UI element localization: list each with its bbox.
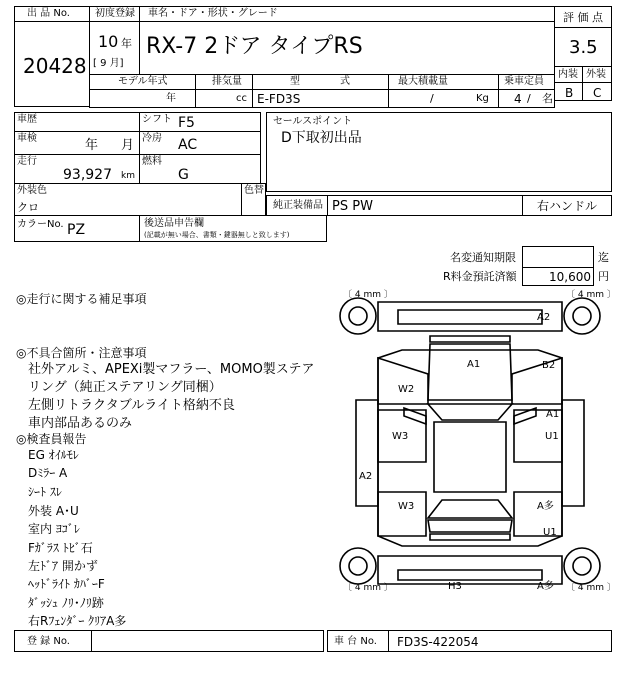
- mileage: 93,927: [63, 167, 112, 183]
- defects-line: 社外アルミ、APEXi製マフラー、MOMO製ステア: [28, 362, 315, 377]
- displacement-label: 排気量: [212, 76, 242, 87]
- inspector-line: ﾀﾞｯｼｭ ﾉﾘ･ﾉﾘ跡: [28, 596, 104, 610]
- model-year-unit: 年: [166, 93, 176, 104]
- shift: F5: [178, 115, 195, 131]
- exterior-color-label: 外装色: [17, 185, 47, 196]
- inspector-title: ◎検査員報告: [16, 432, 87, 446]
- type-label: 型 式: [290, 76, 350, 87]
- max-load-label: 最大積載量: [398, 76, 448, 87]
- cc-unit: cc: [236, 93, 247, 104]
- defects-title: ◎不具合箇所・注意事項: [16, 346, 147, 360]
- mark-right-front-door-b: U1: [545, 431, 559, 442]
- tire-rear-right: [564, 548, 600, 584]
- sales-point: D下取初出品: [281, 130, 362, 146]
- inspector-line: EG ｵｲﾙﾓﾚ: [28, 448, 79, 462]
- kg-unit: Kg: [476, 93, 489, 104]
- defects-line: 車内部品あるのみ: [28, 416, 133, 431]
- tire-rear-left: [340, 548, 376, 584]
- mark-front-bumper: A2: [537, 312, 551, 323]
- mark-left-front-fender: W2: [398, 384, 415, 395]
- mark-roof: A2: [359, 471, 373, 482]
- inspector-line: ﾍｯﾄﾞﾗｲﾄ ｶﾊﾞｰF: [28, 577, 105, 591]
- fuel: G: [178, 167, 189, 183]
- inspection-year-unit: 年: [85, 138, 99, 153]
- inspector-line: 左ﾄﾞｱ 開かず: [28, 559, 98, 573]
- reg-no-label-cell: [14, 630, 92, 652]
- recycle-value: 10,600: [549, 270, 591, 284]
- handle: 右ハンドル: [537, 199, 598, 213]
- genuine-equipment-label: 純正装備品: [273, 200, 323, 211]
- exterior-color: クロ: [17, 201, 39, 214]
- score-label: 評 価 点: [563, 11, 603, 24]
- first-reg-year: 10: [98, 32, 119, 51]
- mark-right-rear-a: A多: [537, 501, 554, 512]
- tire-depth-front-right: 〔 4 mm 〕: [566, 290, 616, 300]
- supplement-title: ◎走行に関する補足事項: [16, 292, 147, 306]
- inspector-line: Dﾐﾗｰ A: [28, 466, 68, 480]
- score: 3.5: [569, 37, 598, 58]
- inspector-line: ｼｰﾄ ｽﾚ: [28, 485, 62, 499]
- sales-point-label: セールスポイント: [273, 116, 353, 127]
- reg-no-label: 登 録 No.: [27, 636, 70, 647]
- name-change-suffix: 迄: [598, 251, 609, 264]
- inspector-line: 室内 ﾖｺﾞﾚ: [28, 522, 80, 536]
- inspector-line: Fｶﾞﾗｽ ﾄﾋﾞ石: [28, 541, 93, 555]
- capacity-unit: 名: [542, 92, 553, 105]
- mileage-unit: km: [121, 171, 135, 181]
- color-no: PZ: [67, 222, 86, 238]
- tire-front-left: [340, 298, 376, 334]
- vin-cell: [388, 630, 612, 652]
- inspection-label: 車検: [17, 133, 37, 144]
- lot-no: 20428: [23, 54, 87, 78]
- model-name: RX-7 2ドア タイプRS: [146, 34, 363, 59]
- recycle-label: R料金預託済額: [443, 270, 517, 283]
- color-no-label: カラーNo.: [17, 219, 64, 230]
- tire-depth-rear-right: 〔 4 mm 〕: [566, 583, 616, 593]
- reg-no-cell: [91, 630, 324, 652]
- model-header-label: 車名・ドア・形状・グレード: [148, 8, 278, 19]
- exterior-grade: C: [593, 86, 602, 100]
- capacity-slash: /: [527, 92, 531, 105]
- interior-grade: B: [565, 86, 574, 100]
- first-reg-month: [ 9 月]: [93, 58, 124, 69]
- mark-rear-bumper-a: H3: [448, 581, 462, 592]
- ac: AC: [178, 137, 198, 153]
- warranty-label: 後送品申告欄: [144, 218, 204, 229]
- interior-label: 内装: [558, 69, 578, 80]
- inspection-month-unit: 月: [121, 138, 135, 153]
- shift-label: シフト: [142, 114, 172, 125]
- model-year-label: モデル年式: [118, 76, 168, 87]
- chassis-code: E-FD3S: [257, 92, 301, 106]
- warranty-note: (記載が無い場合、書類・鍵器無しと致します): [144, 231, 290, 239]
- first-reg-year-unit: 年: [121, 37, 132, 50]
- mark-rear-bumper-b: A多: [537, 581, 554, 592]
- equipment: PS PW: [332, 199, 373, 214]
- mark-right-rear-b: U1: [543, 527, 557, 538]
- capacity: 4: [514, 92, 522, 106]
- mark-right-front-fender: B2: [542, 360, 556, 371]
- history-label: 車歴: [17, 114, 37, 125]
- tire-depth-rear-left: 〔 4 mm 〕: [343, 583, 393, 593]
- mark-right-front-door: A1: [546, 409, 560, 420]
- lot-no-label: 出 品 No.: [27, 8, 70, 19]
- mark-left-front-door: W3: [392, 431, 409, 442]
- inspector-line: 外装 A･U: [28, 504, 79, 518]
- load-slash: /: [430, 92, 434, 105]
- tire-depth-front-left: 〔 4 mm 〕: [343, 290, 393, 300]
- defects-line: 左側リトラクタブルライト格納不良: [28, 398, 235, 413]
- inspector-line: 右Rﾌｪﾝﾀﾞｰ ｸﾘｱA多: [28, 614, 127, 628]
- tire-front-right: [564, 298, 600, 334]
- vin-label: 車 台 No.: [334, 636, 377, 647]
- first-reg-label: 初度登録: [95, 8, 135, 19]
- fuel-label: 燃料: [142, 156, 162, 167]
- vin: FD3S-422054: [397, 635, 479, 649]
- mark-hood: A1: [467, 359, 481, 370]
- mileage-label: 走行: [17, 156, 37, 167]
- vin-label-cell: [327, 630, 389, 652]
- recycle-yen: 円: [598, 270, 609, 283]
- color-change-label: 色替: [244, 185, 264, 196]
- exterior-label: 外装: [586, 69, 606, 80]
- defects-line: リング（純正ステアリング同梱）: [28, 380, 222, 395]
- mark-left-rear: W3: [398, 501, 415, 512]
- ac-label: 冷房: [142, 133, 162, 144]
- capacity-label: 乗車定員: [504, 76, 544, 87]
- name-change-label: 名変通知期限: [450, 251, 516, 264]
